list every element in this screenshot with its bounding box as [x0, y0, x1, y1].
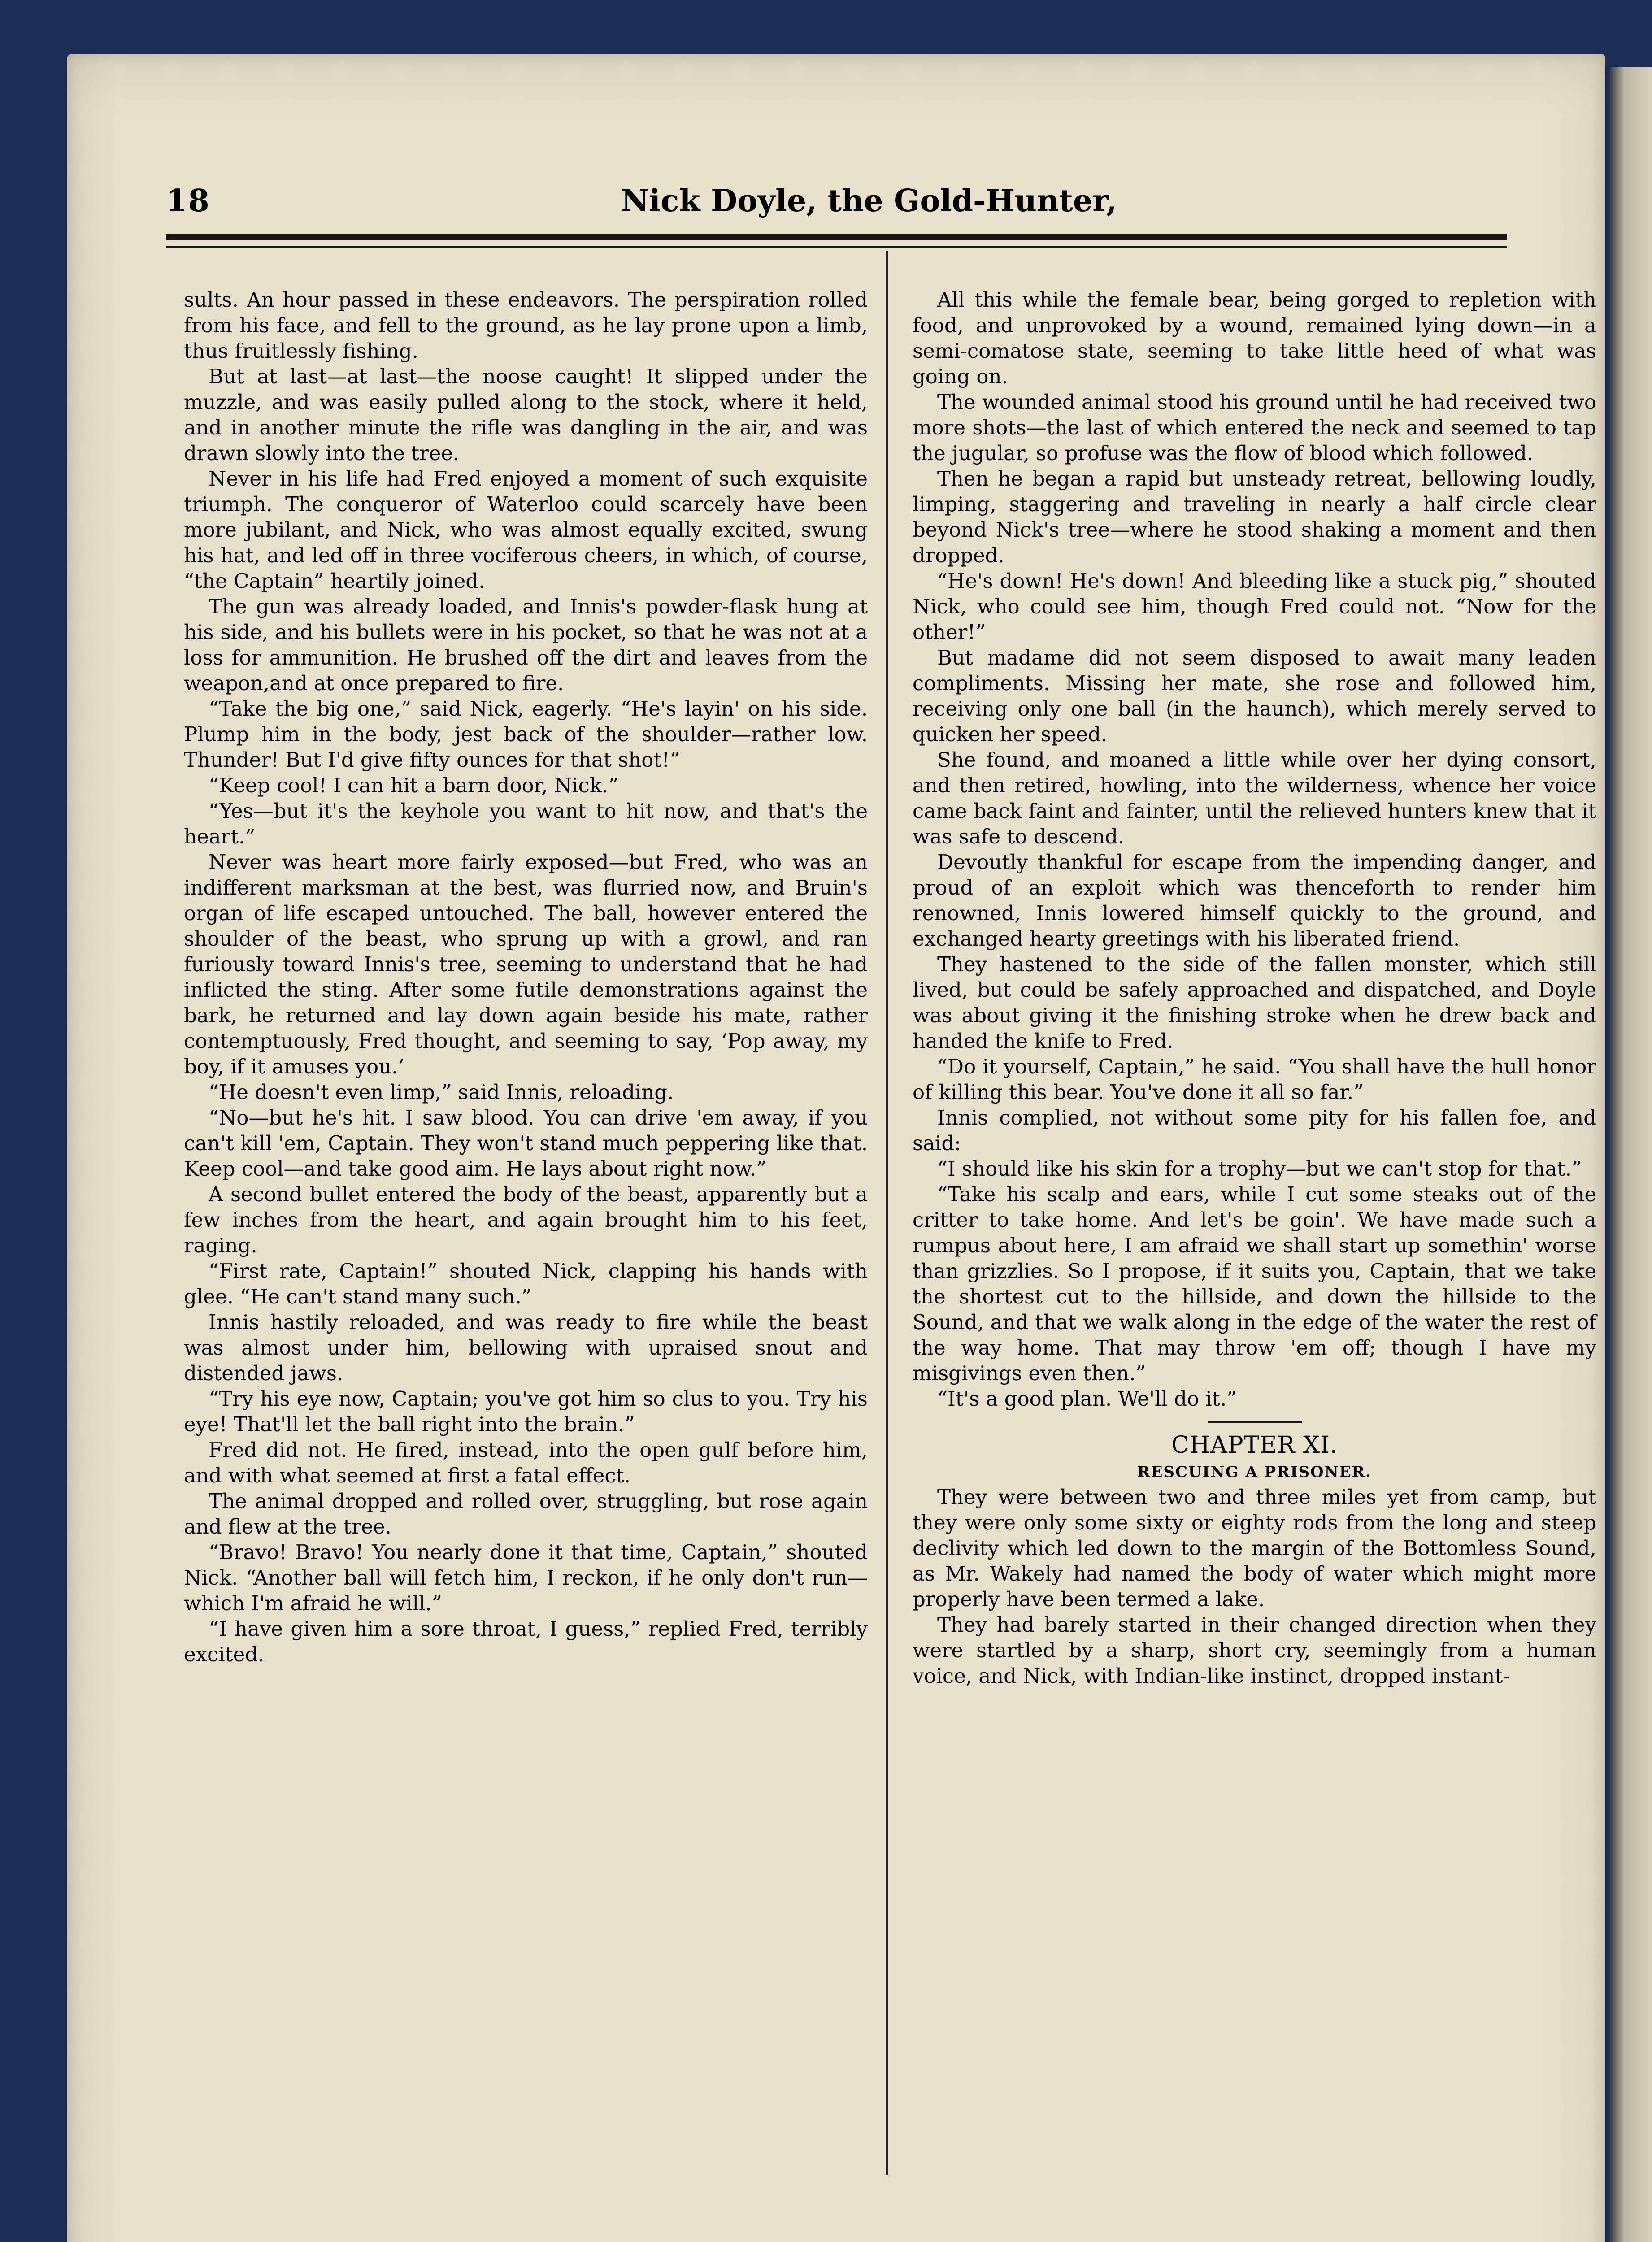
- right-column: [913, 287, 1596, 1689]
- paragraph: “Take his scalp and ears, while I cut some steaks out of the critter to take home. And let's be goin'. We have made such a rumpus about here, I am afraid we shall start up somethin' worse than grizzlies. So I propose, if it suits you, Captain, that we take the shortest cut to the hillside, and down the hillside to the Sound, and that we walk along in the edge of the water the rest of the way home. That may throw 'em off; though I have my misgivings even then.”: [913, 1182, 1596, 1385]
- paragraph: But at last—at last—the noose caught! It slipped under the muzzle, and was easily pulled along to the stock, where it held, and in another minute the rifle was dangling in the air, and was drawn slowly into the tree.: [184, 365, 868, 465]
- paragraph: Then he began a rapid but unsteady retreat, bellowing loudly, limping, staggering and traveling in nearly a half circle clear beyond Nick's tree—where he stood shaking a moment and then dropped.: [913, 467, 1596, 567]
- left-column: [184, 287, 868, 1667]
- running-title: Nick Doyle, the Gold-Hunter,: [621, 183, 1117, 219]
- header-rule-thin: [166, 246, 1507, 248]
- paragraph: All this while the female bear, being gorged to repletion with food, and unprovoked by a wound, remained lying down—in a semi-comatose state, seeming to take little heed of what was going on.: [913, 288, 1596, 388]
- paragraph: The animal dropped and rolled over, struggling, but rose again and flew at the tree.: [184, 1489, 868, 1538]
- paragraph: Innis hastily reloaded, and was ready to fire while the beast was almost under him, bellowing with upraised snout and distended jaws.: [184, 1310, 868, 1385]
- header-rule-thick: [166, 234, 1507, 240]
- chapter-rule: [1208, 1421, 1302, 1423]
- paragraph: The gun was already loaded, and Innis's powder-flask hung at his side, and his bullets were in his pocket, so that he was not at a loss for ammunition. He brushed off the dirt and leaves from the weapon,and at once prepared to fire.: [184, 595, 868, 695]
- paragraph: “No—but he's hit. I saw blood. You can drive 'em away, if you can't kill 'em, Captain. They won't stand much peppering like that. Keep cool—and take good aim. He lays about right now.”: [184, 1106, 868, 1181]
- paragraph: “First rate, Captain!” shouted Nick, clapping his hands with glee. “He can't stand many such.”: [184, 1259, 868, 1308]
- chapter-paragraph: They were between two and three miles yet from camp, but they were only some sixty or eighty rods from the long and steep declivity which led down to the margin of the Bottomless Sound, as Mr. Wakely had named the body of water which might more properly have been termed a lake.: [913, 1485, 1596, 1611]
- paragraph: “Try his eye now, Captain; you've got him so clus to you. Try his eye! That'll let the ball right into the brain.”: [184, 1387, 868, 1436]
- facing-page-edge: [1610, 67, 1652, 2242]
- paragraph: “Bravo! Bravo! You nearly done it that time, Captain,” shouted Nick. “Another ball will fetch him, I reckon, if he only don't run—which I'm afraid he will.”: [184, 1540, 868, 1615]
- paragraph: “Take the big one,” said Nick, eagerly. “He's layin' on his side. Plump him in the body, jest back of the shoulder—rather low. Thunder! But I'd give fifty ounces for that shot!”: [184, 697, 868, 772]
- paragraph: They hastened to the side of the fallen monster, which still lived, but could be safely approached and dispatched, and Doyle was about giving it the finishing stroke when he drew back and handed the knife to Fred.: [913, 952, 1596, 1053]
- paragraph: She found, and moaned a little while over her dying consort, and then retired, howling, into the wilderness, whence her voice came back faint and fainter, until the relieved hunters knew that it was safe to descend.: [913, 748, 1596, 848]
- chapter-paragraph: They had barely started in their changed direction when they were startled by a sharp, short cry, seemingly from a human voice, and Nick, with Indian-like instinct, dropped instant-: [913, 1613, 1596, 1688]
- paragraph: Never was heart more fairly exposed—but Fred, who was an indifferent marksman at the best, was flurried now, and Bruin's organ of life escaped untouched. The ball, however entered the shoulder of the beast, who sprung up with a growl, and ran furiously toward Innis's tree, seeming to understand that he had inflicted the sting. After some futile demonstrations against the bark, he returned and lay down again beside his mate, rather contemptuously, Fred thought, and seeming to say, ‘Pop away, my boy, if it amuses you.’: [184, 850, 868, 1078]
- paragraph: “Keep cool! I can hit a barn door, Nick.”: [209, 773, 619, 797]
- paragraph: But madame did not seem disposed to await many leaden compliments. Missing her mate, she rose and followed him, receiving only one ball (in the haunch), which merely served to quicken her speed.: [913, 646, 1596, 746]
- paragraph: “Yes—but it's the keyhole you want to hit now, and that's the heart.”: [184, 799, 868, 848]
- paragraph: A second bullet entered the body of the beast, apparently but a few inches from the heart, and again brought him to his feet, raging.: [184, 1182, 868, 1257]
- paragraph: Devoutly thankful for escape from the impending danger, and proud of an exploit which was thenceforth to render him renowned, Innis lowered himself quickly to the ground, and exchanged hearty greetings with his liberated friend.: [913, 850, 1596, 951]
- paragraph: “He's down! He's down! And bleeding like a stuck pig,” shouted Nick, who could see him, though Fred could not. “Now for the other!”: [913, 569, 1596, 644]
- paragraph: Innis complied, not without some pity for his fallen foe, and said:: [913, 1106, 1596, 1155]
- paragraph: “Do it yourself, Captain,” he said. “You shall have the hull honor of killing this bear. You've done it all so far.”: [913, 1055, 1596, 1104]
- paragraph: “He doesn't even limp,” said Innis, reloading.: [209, 1080, 674, 1104]
- paragraph: “I should like his skin for a trophy—but we can't stop for that.”: [937, 1157, 1582, 1181]
- paragraph: The wounded animal stood his ground until he had received two more shots—the last of which entered the neck and seemed to tap the jugular, so profuse was the flow of blood which followed.: [913, 390, 1596, 465]
- paragraph: Never in his life had Fred enjoyed a moment of such exquisite triumph. The conqueror of Waterloo could scarcely have been more jubilant, and Nick, who was almost equally excited, swung his hat, and led off in three vociferous cheers, in which, of course, “the Captain” heartily joined.: [184, 467, 868, 593]
- page-number: 18: [166, 183, 210, 219]
- page-header: [166, 178, 1507, 241]
- chapter-subtitle: RESCUING A PRISONER.: [1137, 1463, 1372, 1481]
- column-divider: [886, 251, 888, 2175]
- paragraph: “I have given him a sore throat, I guess,” replied Fred, terribly excited.: [184, 1617, 868, 1666]
- paragraph: Fred did not. He fired, instead, into the open gulf before him, and with what seemed at first a fatal effect.: [184, 1438, 868, 1487]
- paragraph: sults. An hour passed in these endeavors. The perspiration rolled from his face, and fell to the ground, as he lay prone upon a limb, thus fruitlessly fishing.: [184, 288, 868, 363]
- paragraph: “It's a good plan. We'll do it.”: [937, 1387, 1237, 1411]
- chapter-title: CHAPTER XI.: [1171, 1432, 1338, 1459]
